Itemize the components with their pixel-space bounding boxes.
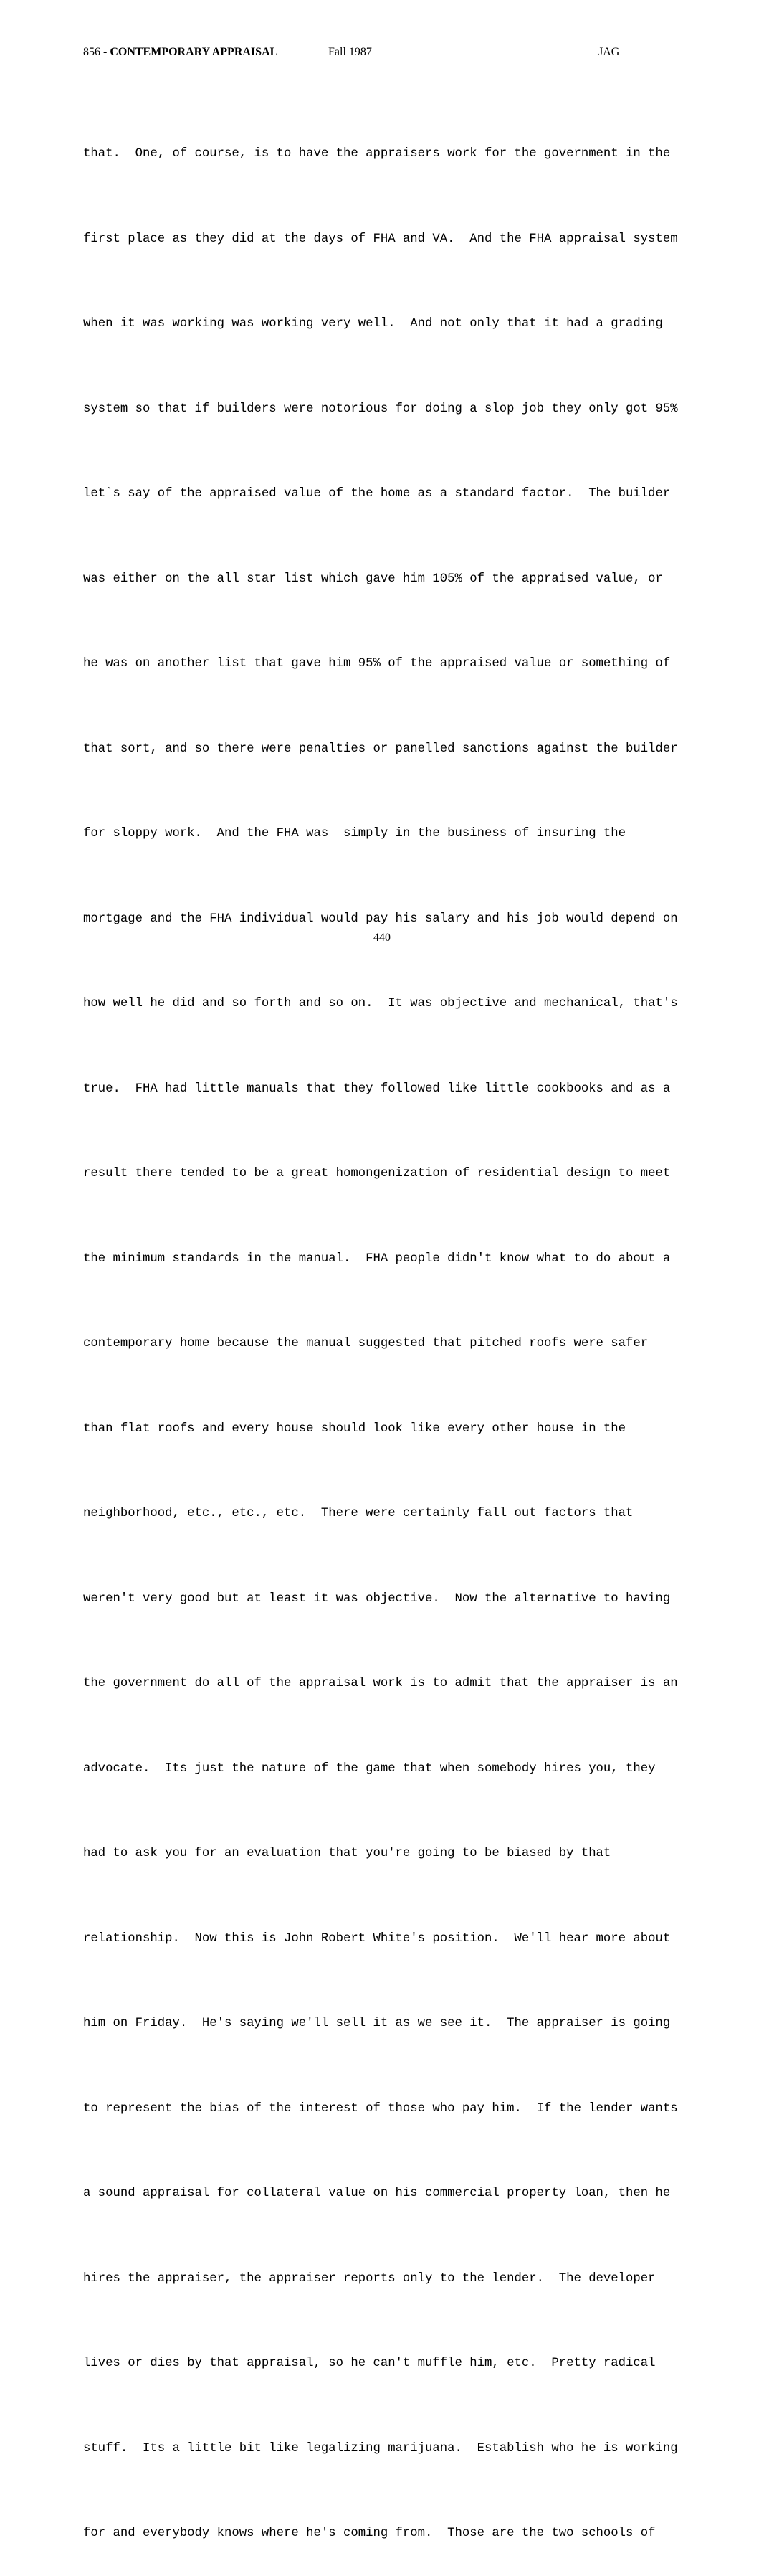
course-heading [83, 44, 277, 60]
text-line: that. One, of course, is to have the appraisers work for the government in the [83, 147, 671, 161]
text-line: hires the appraiser, the appraiser reports only to the lender. The developer [83, 2271, 656, 2286]
course-number: 856 - [83, 46, 110, 58]
page-header [83, 44, 681, 60]
text-line: him on Friday. He's saying we'll sell it as we see it. The appraiser is going [83, 2017, 671, 2030]
transcript-body [83, 83, 728, 2576]
text-line: was either on the all star list which gave him 105% of the appraised value, or [83, 572, 663, 586]
text-line: for sloppy work. And the FHA was simply in the business of insuring the [83, 827, 626, 840]
text-line: when it was working was working very well. And not only that it had a grading [83, 317, 663, 331]
text-line: the government do all of the appraisal work is to admit that the appraiser is an [83, 1677, 678, 1690]
text-line: how well he did and so forth and so on. It was objective and mechanical, that's [83, 997, 678, 1010]
course-title: CONTEMPORARY APPRAISAL [110, 46, 278, 58]
text-line: relationship. Now this is John Robert White's position. We'll hear more about [83, 1931, 671, 1946]
text-line: advocate. Its just the nature of the game that when somebody hires you, they [83, 1761, 656, 1776]
text-line: that sort, and so there were penalties or panelled sanctions against the builder [83, 742, 678, 756]
text-line: contemporary home because the manual suggested that pitched roofs were safer [83, 1337, 649, 1350]
text-line: true. FHA had little manuals that they followed like little cookbooks and as a [83, 1081, 671, 1096]
page-number: 440 [373, 932, 391, 944]
text-line: lives or dies by that appraisal, so he can't muffle him, etc. Pretty radical [83, 2357, 656, 2370]
text-line: let`s say of the appraised value of the home as a standard factor. The builder [83, 487, 671, 501]
text-line: stuff. Its a little bit like legalizing marijuana. Establish who he is working [83, 2441, 678, 2456]
text-line: neighborhood, etc., etc., etc. There were certainly fall out factors that [83, 1507, 634, 1520]
text-line: than flat roofs and every house should look like every other house in the [83, 1421, 626, 1436]
text-line: for and everybody knows where he's coming from. Those are the two schools of [83, 2527, 656, 2540]
text-line: mortgage and the FHA individual would pay his salary and his job would depend on [83, 911, 678, 926]
text-line: system so that if builders were notorious for doing a slop job they only got 95% [83, 402, 678, 416]
text-line: result there tended to be a great homongenization of residential design to meet [83, 1167, 671, 1180]
text-line: first place as they did at the days of FHA and VA. And the FHA appraisal system [83, 232, 678, 246]
text-line: to represent the bias of the interest of those who pay him. If the lender wants [83, 2101, 678, 2116]
text-line: a sound appraisal for collateral value on his commercial property loan, then he [83, 2187, 671, 2200]
text-line: weren't very good but at least it was objective. Now the alternative to having [83, 1591, 671, 1606]
text-line: had to ask you for an evaluation that you're going to be biased by that [83, 1847, 611, 1860]
author-initials: JAG [598, 46, 620, 58]
term-label: Fall 1987 [328, 46, 372, 58]
text-line: the minimum standards in the manual. FHA people didn't know what to do about a [83, 1251, 671, 1266]
text-line: he was on another list that gave him 95% of the appraised value or something of [83, 657, 671, 671]
